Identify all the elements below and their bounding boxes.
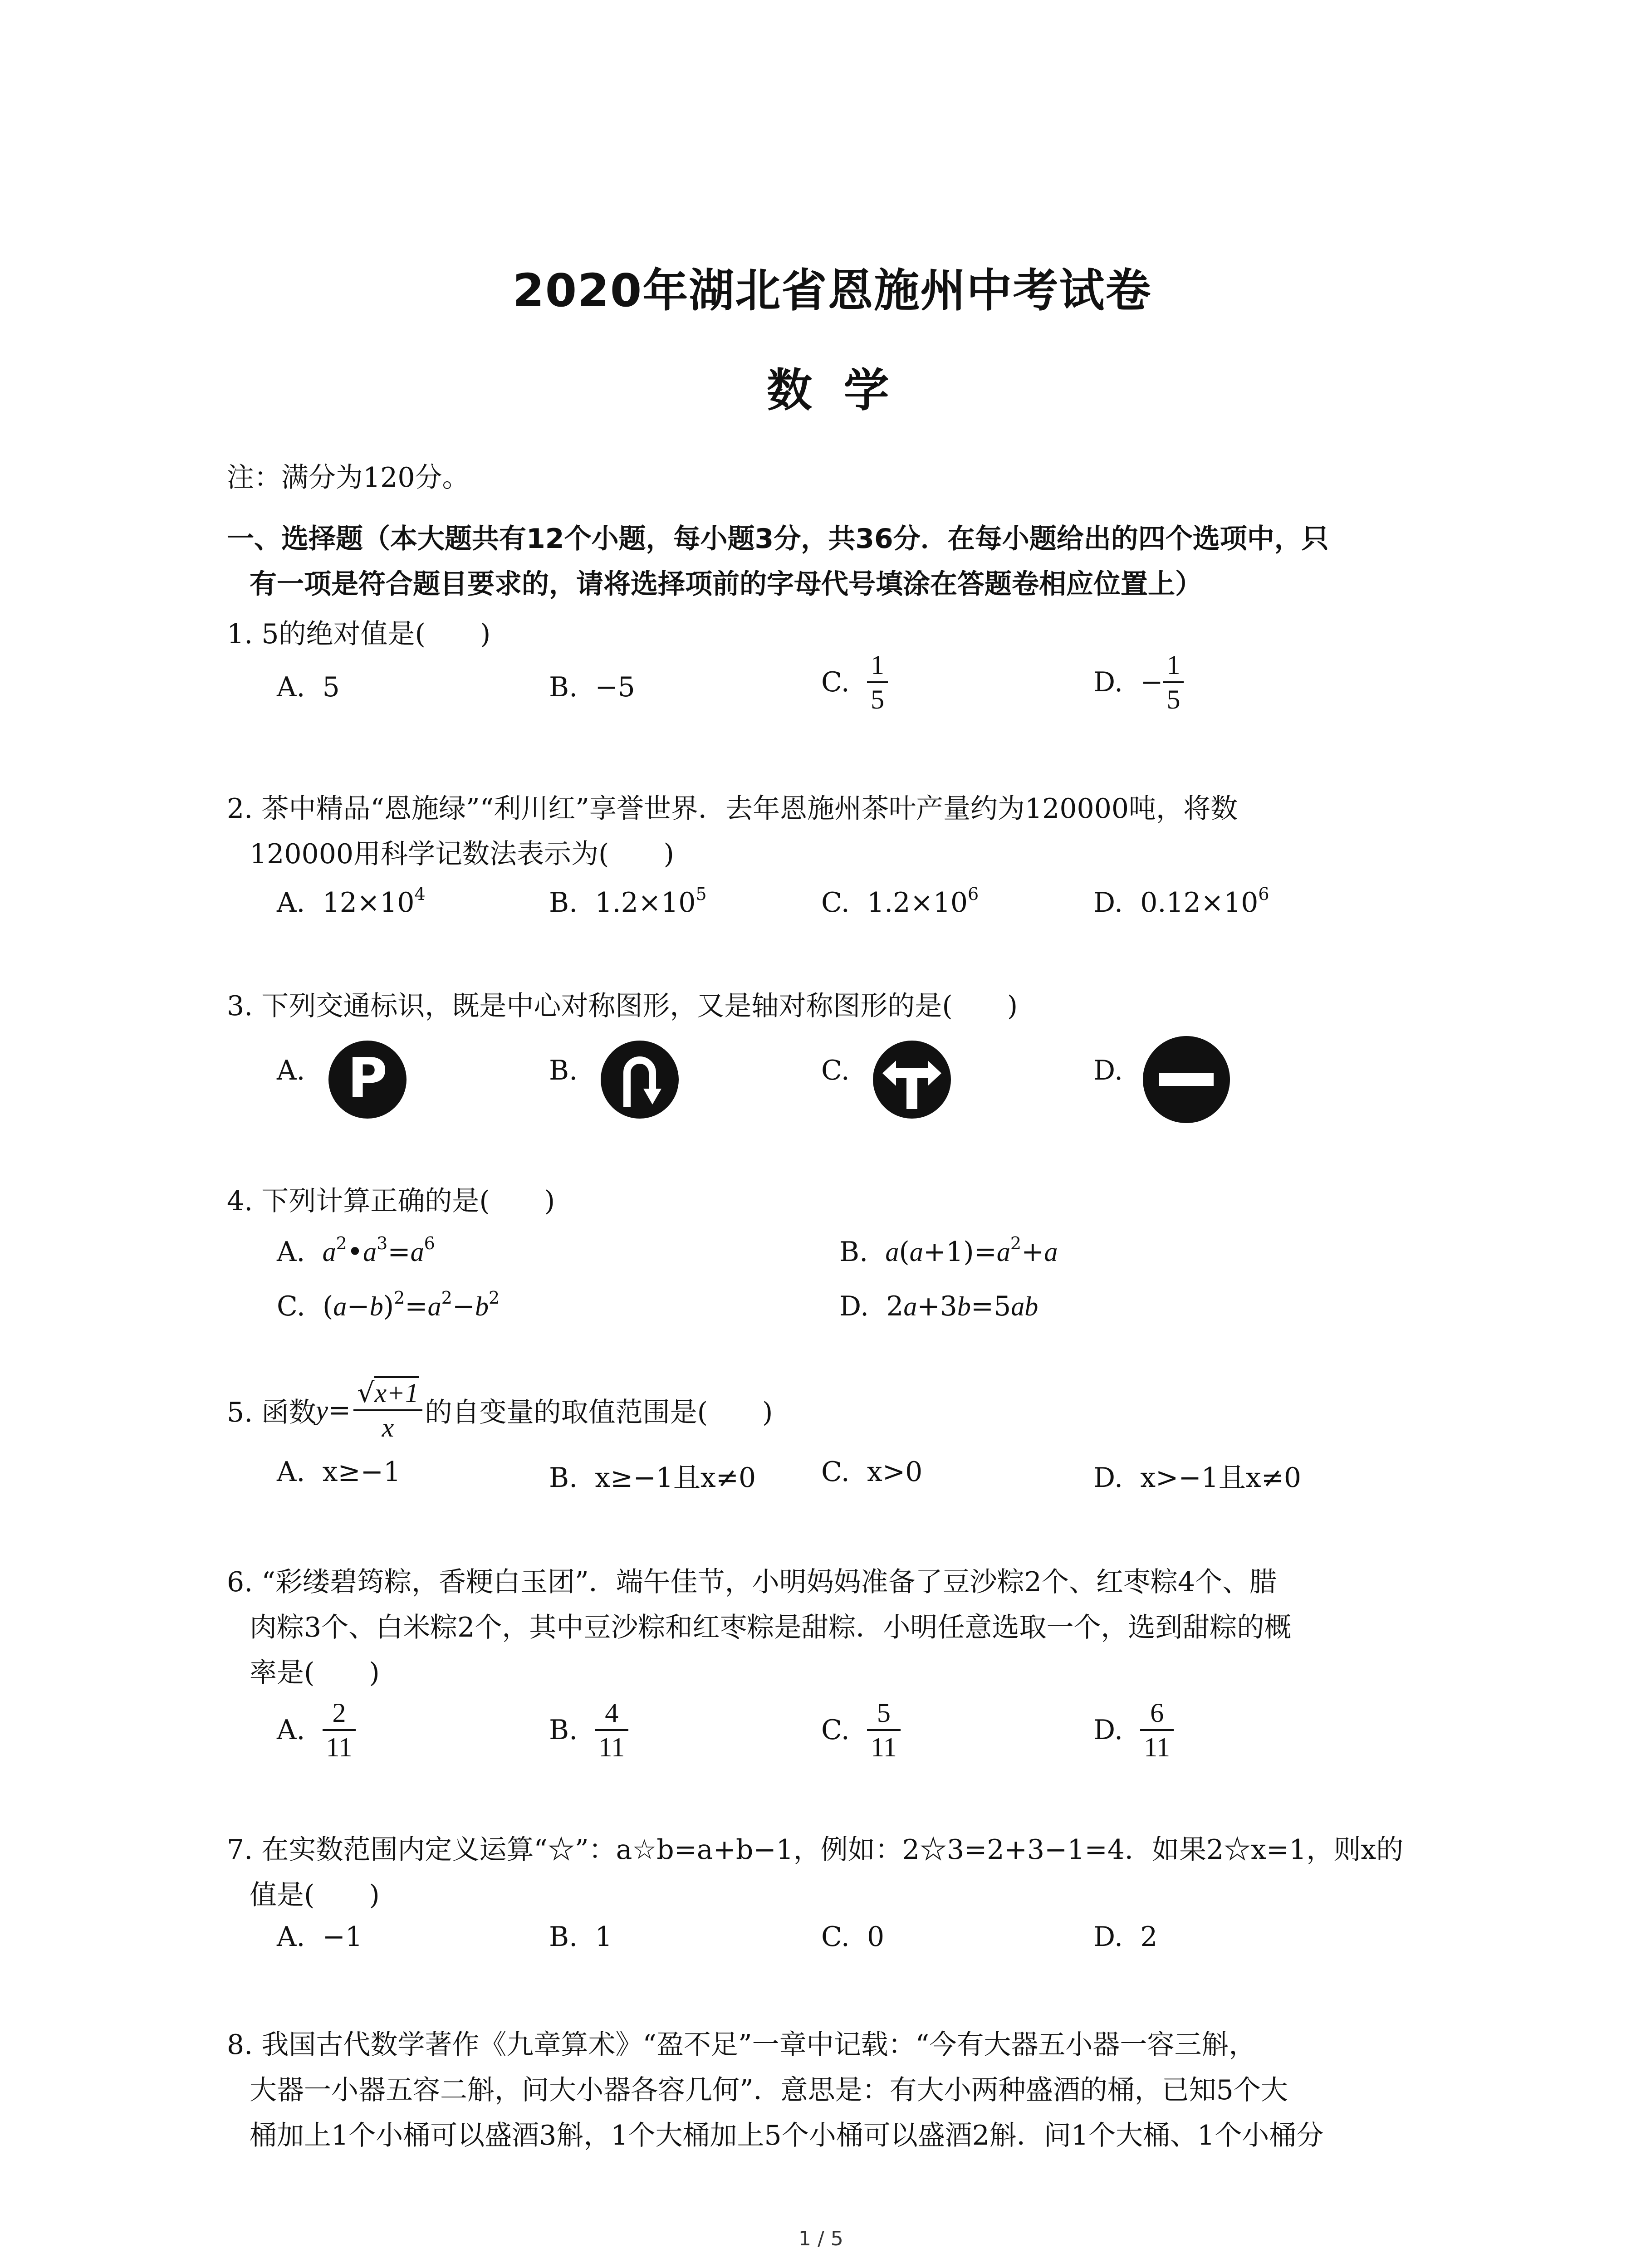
subject-title: 数 学 [767, 364, 889, 417]
fraction: $\frac{5}{11}$ [867, 1696, 901, 1764]
question-6-stem-line3: 率是( ) [250, 1657, 380, 1689]
q4-option-c: C. $(a-b)^2=a^2-b^2$ [277, 1288, 500, 1322]
parking-sign-icon [327, 1039, 408, 1120]
question-8-stem-line1: 8. 我国古代数学著作《九章算术》“盈不足”一章中记载：“今有大器五小器一容三斛， [227, 2029, 1256, 2061]
q7-option-a: A. −1 [277, 1921, 363, 1953]
q2-option-d: D. $0.12\times 10^6$ [1093, 884, 1269, 919]
q5-option-b: B. x≥−1且x≠0 [549, 1462, 756, 1494]
q1-option-c: C. $\frac{1}{5}$ [821, 649, 888, 716]
question-5-stem: 5. 函数 y = $\frac{√x+1}{x}$ 的自变量的取值范围是( ) [227, 1377, 773, 1444]
turn-left-right-sign-icon [871, 1039, 953, 1120]
fraction: $\frac{4}{11}$ [595, 1696, 628, 1764]
question-4-stem: 4. 下列计算正确的是( ) [227, 1185, 555, 1217]
q2-option-a: A. $12\times 10^4$ [277, 884, 426, 919]
question-1-stem: 1. 5的绝对值是( ) [227, 618, 491, 650]
q6-option-b: B. $\frac{4}{11}$ [549, 1696, 628, 1764]
q3-option-c-label: C. [821, 1055, 850, 1086]
u-turn-sign-icon [599, 1039, 681, 1120]
q4-option-d: D. 2a+3b=5ab [839, 1290, 1038, 1322]
q3-option-b-label: B. [549, 1055, 578, 1086]
q2-option-b: B. $1.2\times 10^5$ [549, 884, 707, 919]
question-8-stem-line3: 桶加上1个小桶可以盛酒3斛，1个大桶加上5个小桶可以盛酒2斛．问1个大桶、1个小桶分 [250, 2120, 1324, 2151]
page-number: 1 / 5 [798, 2227, 843, 2250]
question-7-stem-line2: 值是( ) [250, 1879, 380, 1911]
q4-option-b: B. $a(a+1)=a^2+a$ [839, 1233, 1058, 1268]
q5-option-a: A. x≥−1 [277, 1456, 401, 1488]
q7-option-d: D. 2 [1093, 1921, 1158, 1953]
score-note: 注：满分为120分。 [227, 462, 470, 494]
q5-option-d: D. x>−1且x≠0 [1093, 1462, 1302, 1494]
q4-option-a: A. $a^2•a^3=a^6$ [277, 1233, 435, 1268]
question-2-stem-line1: 2. 茶中精品“恩施绿”“利川红”享誉世界．去年恩施州茶叶产量约为120000吨，将数 [227, 793, 1238, 825]
q1-option-b: B. −5 [549, 671, 635, 703]
question-8-stem-line2: 大器一小器五容二斛，问大小器各容几何”．意思是：有大小两种盛酒的桶，已知5个大 [250, 2074, 1288, 2106]
fraction: $\frac{1}{5}$ [1163, 649, 1184, 716]
q6-option-a: A. $\frac{2}{11}$ [277, 1696, 356, 1764]
q6-option-c: C. $\frac{5}{11}$ [821, 1696, 901, 1764]
q1-option-a: A. 5 [277, 671, 340, 703]
fraction: $\frac{1}{5}$ [867, 649, 888, 716]
question-2-stem-line2: 120000用科学记数法表示为( ) [250, 838, 674, 870]
q5-option-c: C. x>0 [821, 1456, 923, 1488]
question-7-stem-line1: 7. 在实数范围内定义运算“☆”：a☆b=a+b−1，例如：2☆3=2+3−1=4．如果2☆x=1，则x的 [227, 1834, 1404, 1866]
question-6-stem-line1: 6. “彩缕碧筠粽，香粳白玉团”．端午佳节，小明妈妈准备了豆沙粽2个、红枣粽4个、腊 [227, 1566, 1277, 1598]
q2-option-c: C. $1.2\times 10^6$ [821, 884, 979, 919]
q3-option-a-label: A. [277, 1055, 305, 1086]
fraction: $\frac{6}{11}$ [1140, 1696, 1174, 1764]
section-heading-line1: 一、选择题（本大题共有12个小题，每小题3分，共36分．在每小题给出的四个选项中，只 [227, 523, 1329, 555]
parking-sign-letter: P [348, 1047, 387, 1110]
fraction: $\frac{√x+1}{x}$ [353, 1377, 422, 1444]
q7-option-c: C. 0 [821, 1921, 885, 1953]
q1-option-d: D. − $\frac{1}{5}$ [1093, 649, 1184, 716]
section-heading-line2: 有一项是符合题目要求的，请将选择项前的字母代号填涂在答题卷相应位置上） [250, 568, 1202, 600]
no-entry-sign-icon [1141, 1034, 1232, 1125]
fraction: $\frac{2}{11}$ [323, 1696, 356, 1764]
question-6-stem-line2: 肉粽3个、白米粽2个，其中豆沙粽和红枣粽是甜粽．小明任意选取一个，选到甜粽的概 [250, 1612, 1292, 1643]
q3-option-d-label: D. [1093, 1055, 1123, 1086]
question-3-stem: 3. 下列交通标识，既是中心对称图形，又是轴对称图形的是( ) [227, 990, 1018, 1022]
q6-option-d: D. $\frac{6}{11}$ [1093, 1696, 1174, 1764]
page-title: 2020年湖北省恩施州中考试卷 [513, 264, 1152, 317]
q7-option-b: B. 1 [549, 1921, 612, 1953]
